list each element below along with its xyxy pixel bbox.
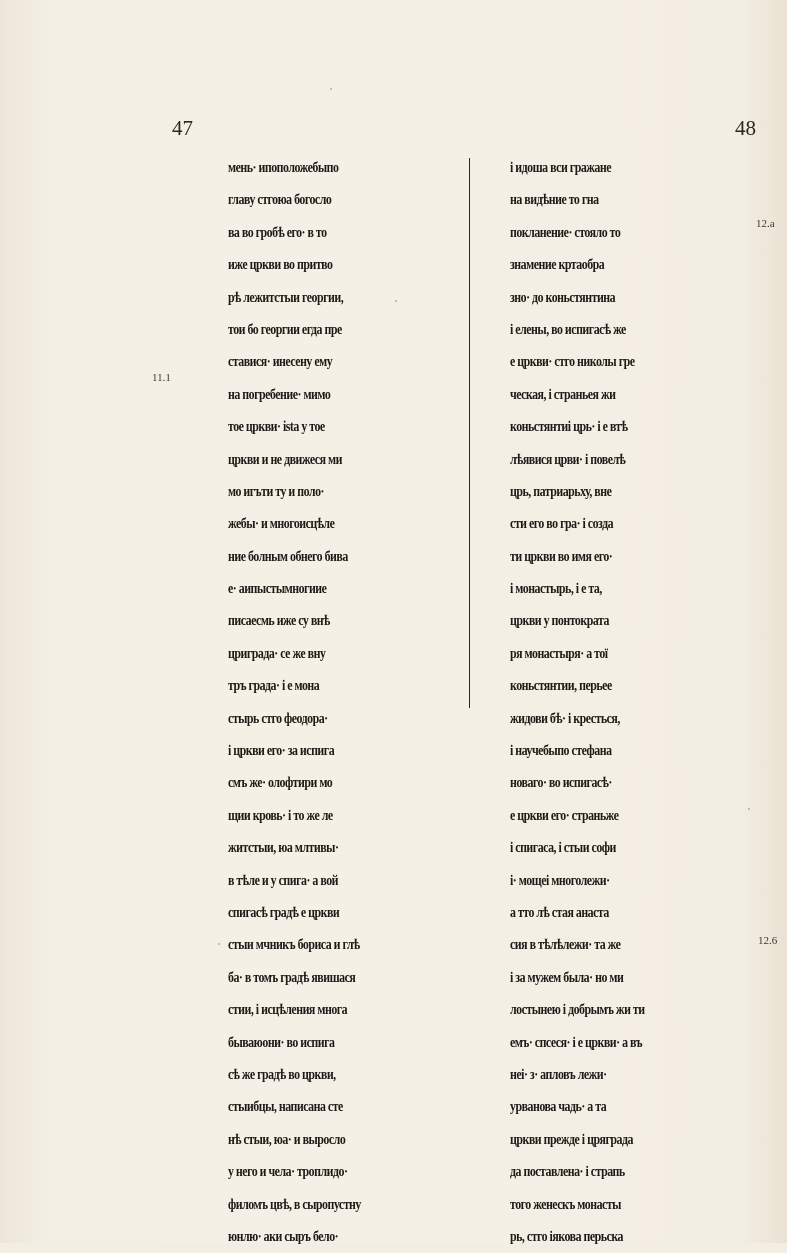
right-text-column <box>510 152 674 1253</box>
text-line: на видѣние то гна <box>510 192 599 209</box>
text-line: сия в тѣлѣлежи· та же <box>510 937 621 954</box>
text-line: главу стгоюа богосло <box>228 192 332 209</box>
text-line: иже цркви во притво <box>228 257 333 274</box>
text-line: ти цркви во имя его· <box>510 548 613 565</box>
text-line: а тто лѣ стая анаста <box>510 904 609 921</box>
text-line: рѣ лежитстыи георгии, <box>228 289 344 306</box>
text-line: і елены, во испигасѣ же <box>510 321 626 338</box>
margin-note-left: 11.1 <box>152 372 171 384</box>
text-line: стыи мчникъ бориса и глѣ <box>228 937 360 954</box>
text-line: і· мощеі многолежи· <box>510 872 610 889</box>
margin-note-right-top: 12.a <box>756 218 775 230</box>
text-line: коньстянтиі црь· і е втѣ <box>510 419 628 436</box>
text-line: в тѣле и у спига· а вой <box>228 872 339 889</box>
text-line: да поставлена· і страпь <box>510 1164 625 1181</box>
text-line: емъ· спсеся· і е цркви· а въ <box>510 1034 643 1051</box>
text-line: ря монастыря· а тої <box>510 645 608 662</box>
page-number-right: 48 <box>735 116 756 140</box>
text-line: і научебыпо стефана <box>510 743 612 760</box>
text-line: лѣявися црви· і повелѣ <box>510 451 626 468</box>
text-line: писаесмь иже су внѣ <box>228 613 330 630</box>
text-line: коньстянтии, перьее <box>510 678 612 695</box>
paper-speck <box>395 300 397 302</box>
text-line: і монастырь, і е та, <box>510 581 602 598</box>
page-number-left: 47 <box>172 116 193 140</box>
left-text-column <box>228 152 390 1253</box>
text-line: неі· з· апловъ лежи· <box>510 1066 607 1083</box>
text-line: у него и чела· троплидо· <box>228 1164 348 1181</box>
text-line: рь, стго іякова перьска <box>510 1228 624 1245</box>
text-line: того женескъ монасты <box>510 1196 621 1213</box>
paper-speck <box>748 808 750 810</box>
text-line: і цркви его· за испига <box>228 743 335 760</box>
text-line: ба· в томъ градѣ явишася <box>228 969 356 986</box>
text-line: смъ же· олофтири мо <box>228 775 333 792</box>
text-line: новаго· во испигасѣ· <box>510 775 612 792</box>
text-line: лостынею і добрымъ жи ти <box>510 1002 645 1019</box>
text-line: тръ града· і е мона <box>228 678 320 695</box>
text-line: стыибцы, написана сте <box>228 1099 343 1116</box>
text-line: тои бо георгии егда пре <box>228 321 342 338</box>
paper-speck <box>330 88 332 90</box>
text-line: ставися· инесену ему <box>228 354 333 371</box>
text-line: жебы· и многоисцѣле <box>228 516 335 533</box>
text-line: знамение кртаобра <box>510 257 605 274</box>
text-line: стии, і исцѣления многа <box>228 1002 348 1019</box>
paper-speck <box>218 943 220 945</box>
text-line: житстыи, юа млтивы· <box>228 840 339 857</box>
text-line: цркви прежде і цряграда <box>510 1131 633 1148</box>
text-line: на погребение· мимо <box>228 386 331 403</box>
text-line: е· аипыстымногиие <box>228 581 327 598</box>
text-line: бываюони· во испига <box>228 1034 335 1051</box>
text-line: ние болным обнего бива <box>228 548 348 565</box>
text-line: црь, патриарьху, вне <box>510 483 612 500</box>
text-line: е цркви его· страньже <box>510 807 619 824</box>
text-line: е цркви· стго николы гре <box>510 354 635 371</box>
text-line: мень· ипоположебыпо <box>228 160 339 176</box>
text-line: ческая, і страньея жи <box>510 386 616 403</box>
text-line: нѣ стыи, юа· и выросло <box>228 1131 346 1148</box>
text-line: сти его во гра· і созда <box>510 516 614 533</box>
text-line: і за мужем была· но ми <box>510 969 624 986</box>
text-line: филомъ цвѣ, в сыропустну <box>228 1196 361 1213</box>
text-line: тое цркви· ista у тое <box>228 419 325 436</box>
text-line: юнлю· аки сыръ бело· <box>228 1228 339 1245</box>
text-line: цркви у понтократа <box>510 613 609 630</box>
text-line: мо игъти ту и поло· <box>228 483 325 500</box>
text-line: покланение· стояло то <box>510 224 621 241</box>
text-line: і спигаса, і стыи софи <box>510 840 616 857</box>
text-line: жидови бѣ· і кресться, <box>510 710 620 727</box>
text-line: урванова чадь· а та <box>510 1099 607 1116</box>
text-line: щии кровь· і то же ле <box>228 807 333 824</box>
text-line: сѣ же градѣ во цркви, <box>228 1066 336 1083</box>
margin-note-right-bottom: 12.6 <box>758 935 778 947</box>
column-divider <box>469 158 470 708</box>
text-line: цриграда· се же вну <box>228 645 326 662</box>
text-line: цркви и не движеся ми <box>228 451 342 468</box>
text-line: стырь стго феодора· <box>228 710 328 727</box>
text-line: ва во гробѣ его· в то <box>228 224 327 241</box>
text-line: і идоша вси гражане <box>510 160 612 176</box>
text-line: спигасѣ градѣ е цркви <box>228 904 340 921</box>
text-line: зно· до коньстянтина <box>510 289 616 306</box>
